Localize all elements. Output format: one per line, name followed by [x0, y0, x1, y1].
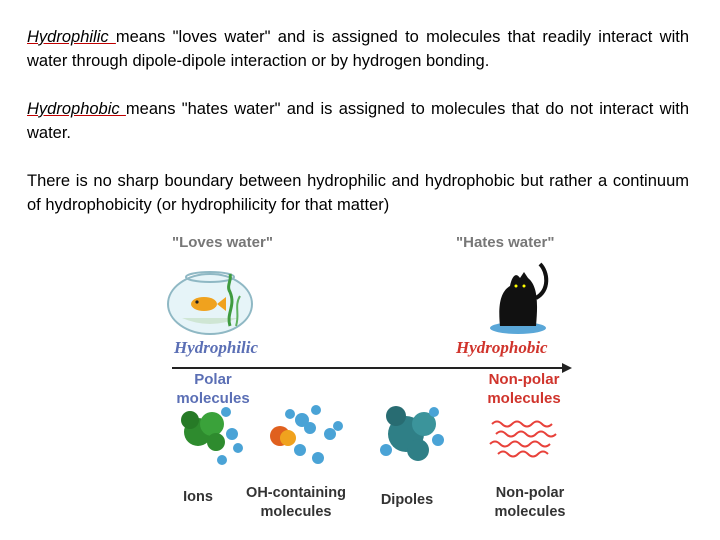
- hates-water-heading: "Hates water": [456, 234, 555, 251]
- dipole-molecule-icon: [380, 406, 444, 461]
- hydrophobic-term: Hydrophobic: [27, 100, 126, 118]
- fishbowl-icon: [168, 272, 252, 334]
- ions-label: Ions: [183, 489, 213, 505]
- dipoles-label: Dipoles: [380, 492, 434, 508]
- continuum-text: There is no sharp boundary between hydrophilic and hydrophobic but rather a continuum of hydrophobicity (or hydrophilicity for that matter): [27, 172, 689, 214]
- hydrophilic-term: Hydrophilic: [27, 28, 116, 46]
- polar-molecules-label: Polar molecules: [176, 371, 250, 407]
- continuum-paragraph: [27, 169, 689, 217]
- ions-molecule-icon: [181, 407, 243, 465]
- hydrophilic-text: means "loves water" and is assigned to molecules that readily interact with water through dipole-dipole interaction or by hydrogen bonding.: [27, 28, 689, 70]
- hydrophobicity-figure: [160, 228, 580, 528]
- hydrophobic-text: means "hates water" and is assigned to molecules that do not interact with water.: [27, 100, 689, 142]
- loves-water-heading: "Loves water": [172, 234, 273, 251]
- nonpolar-molecules-label: Non-polar molecules: [487, 371, 561, 407]
- hydrophilic-figure-label: Hydrophilic: [174, 338, 259, 357]
- oh-containing-label: OH-containing molecules: [246, 485, 346, 520]
- nonpolar-example-label: Non-polar molecules: [494, 485, 566, 520]
- hydrophobic-figure-label: Hydrophobic: [456, 338, 548, 357]
- oh-molecule-icon: [270, 405, 343, 464]
- nonpolar-molecule-icon: [490, 422, 556, 457]
- cat-icon: [490, 264, 546, 334]
- hydrophilic-definition: [27, 25, 689, 73]
- hydrophobic-definition: [27, 97, 689, 145]
